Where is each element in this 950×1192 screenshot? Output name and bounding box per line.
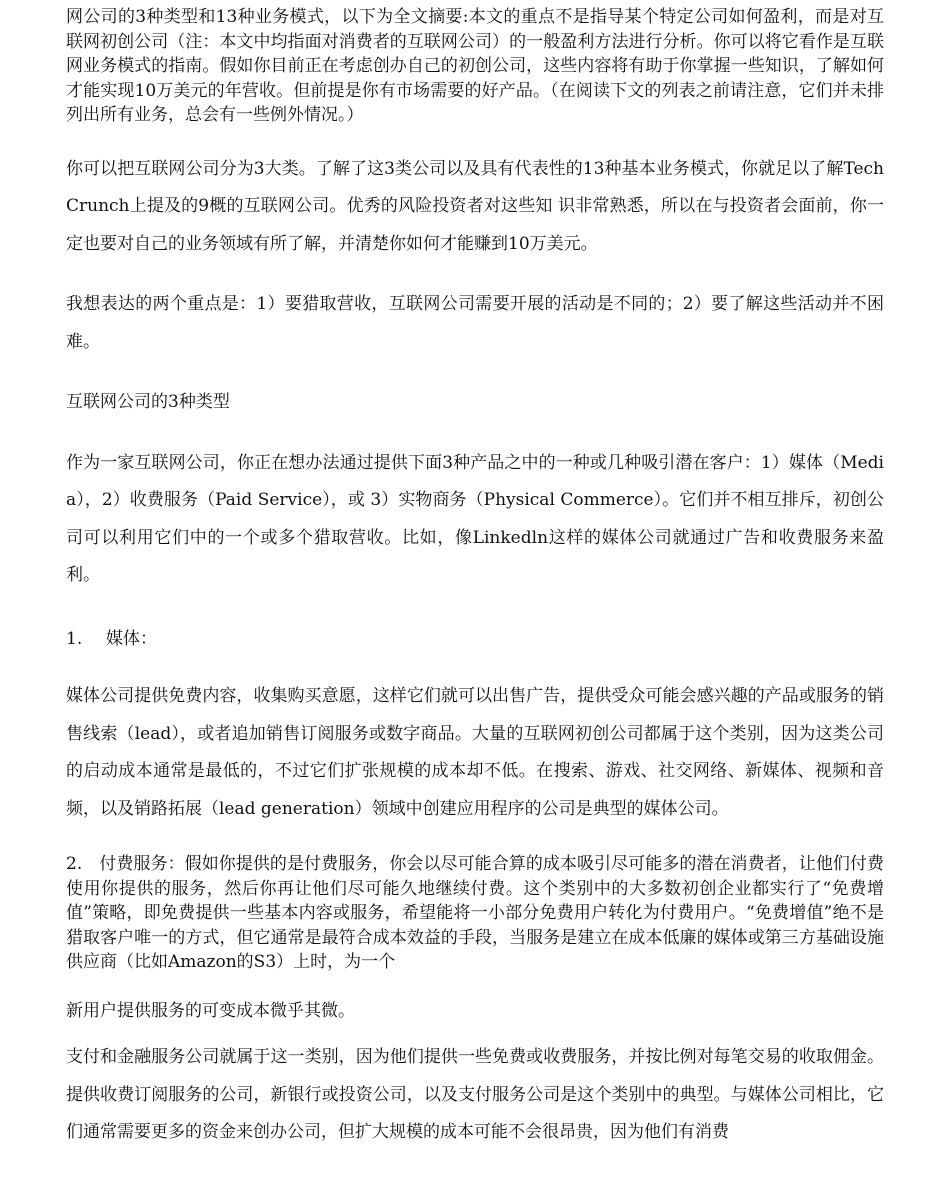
- heading-number: 1.: [66, 628, 83, 649]
- media-paragraph: 媒体公司提供免费内容，收集购买意愿，这样它们就可以出售广告，提供受众可能会感兴趣的产品或服务的销售线索（lead），或者追加销售订阅服务或数字商品。大量的互联网初创公司都属于这个类别，因为这类公司的启动成本通常是最低的，不过它们扩张规模的成本却不低。在搜索、游戏、社交网络、新媒体、视频和音频，以及销路拓展（lead generation）领域中创建应用程序的公司是典型的媒体公司。: [66, 686, 884, 819]
- payment-services-paragraph: 支付和金融服务公司就属于这一类别，因为他们提供一些免费或收费服务，并按比例对每笔交易的收取佣金。提供收费订阅服务的公司，新银行或投资公司，以及支付服务公司是这个类别中的典型。与媒体公司相比，它们通常需要更多的资金来创办公司，但扩大规模的成本可能不会很昂贵，因为他们有消费: [66, 1047, 884, 1142]
- company-types-paragraph: 你可以把互联网公司分为3大类。了解了这3类公司以及具有代表性的13种基本业务模式，你就足以了解TechCrunch上提及的9概的互联网公司。优秀的风险投资者对这些知 识非常熟悉，所以在与投资者会面前，你一定也要对自己的业务领域有所了解，并清楚你如何才能赚到10万美元。: [66, 158, 884, 254]
- intro-paragraph: 网公司的3种类型和13种业务模式，以下为全文摘要:本文的重点不是指导某个特定公司如何盈利，而是对互联网初创公司（注：本文中均指面对消费者的互联网公司）的一般盈利方法进行分析。你可以将它看作是互联网业务模式的指南。假如你目前正在考虑创办自己的初创公司，这些内容将有助于你掌握一些知识，了解如何才能实现10万美元的年营收。但前提是你有市场需要的好产品。（在阅读下文的列表之前请注意，它们并未排列出所有业务，总会有一些例外情况。）: [66, 7, 884, 125]
- section-heading-three-types: 互联网公司的3种类型: [66, 392, 230, 412]
- key-points-paragraph: 我想表达的两个重点是：1）要猎取营收，互联网公司需要开展的活动是不同的；2）要了解这些活动并不困难。: [66, 294, 884, 352]
- products-paragraph: 作为一家互联网公司，你正在想办法通过提供下面3种产品之中的一种或几种吸引潜在客户：1）媒体（Media），2）收费服务（Paid Service），或 3）实物商务（Physical Commerce）。它们并不相互排斥，初创公司可以利用它们中的一个或多个猎取营收。比如，像Linkedln这样的媒体公司就通过广告和收费服务来盈利。: [66, 452, 884, 585]
- paid-service-paragraph: 2. 付费服务：假如你提供的是付费服务，你会以尽可能合算的成本吸引尽可能多的潜在消费者，让他们付费使用你提供的服务，然后你再让他们尽可能久地继续付费。这个类别中的大多数初创企业都实行了“免费增值”策略，即免费提供一些基本内容或服务，希望能将一小部分免费用户转化为付费用户。“免费增值”绝不是猎取客户唯一的方式，但它通常是最符合成本效益的手段，当服务是建立在成本低廉的媒体或第三方基础设施供应商（比如Amazon的S3）上时，为一个: [66, 854, 884, 972]
- section-heading-media: [66, 621, 884, 659]
- document-page: [66, 0, 884, 1152]
- new-user-paragraph: 新用户提供服务的可变成本微乎其微。: [66, 1000, 355, 1021]
- heading-label: 媒体：: [106, 628, 157, 649]
